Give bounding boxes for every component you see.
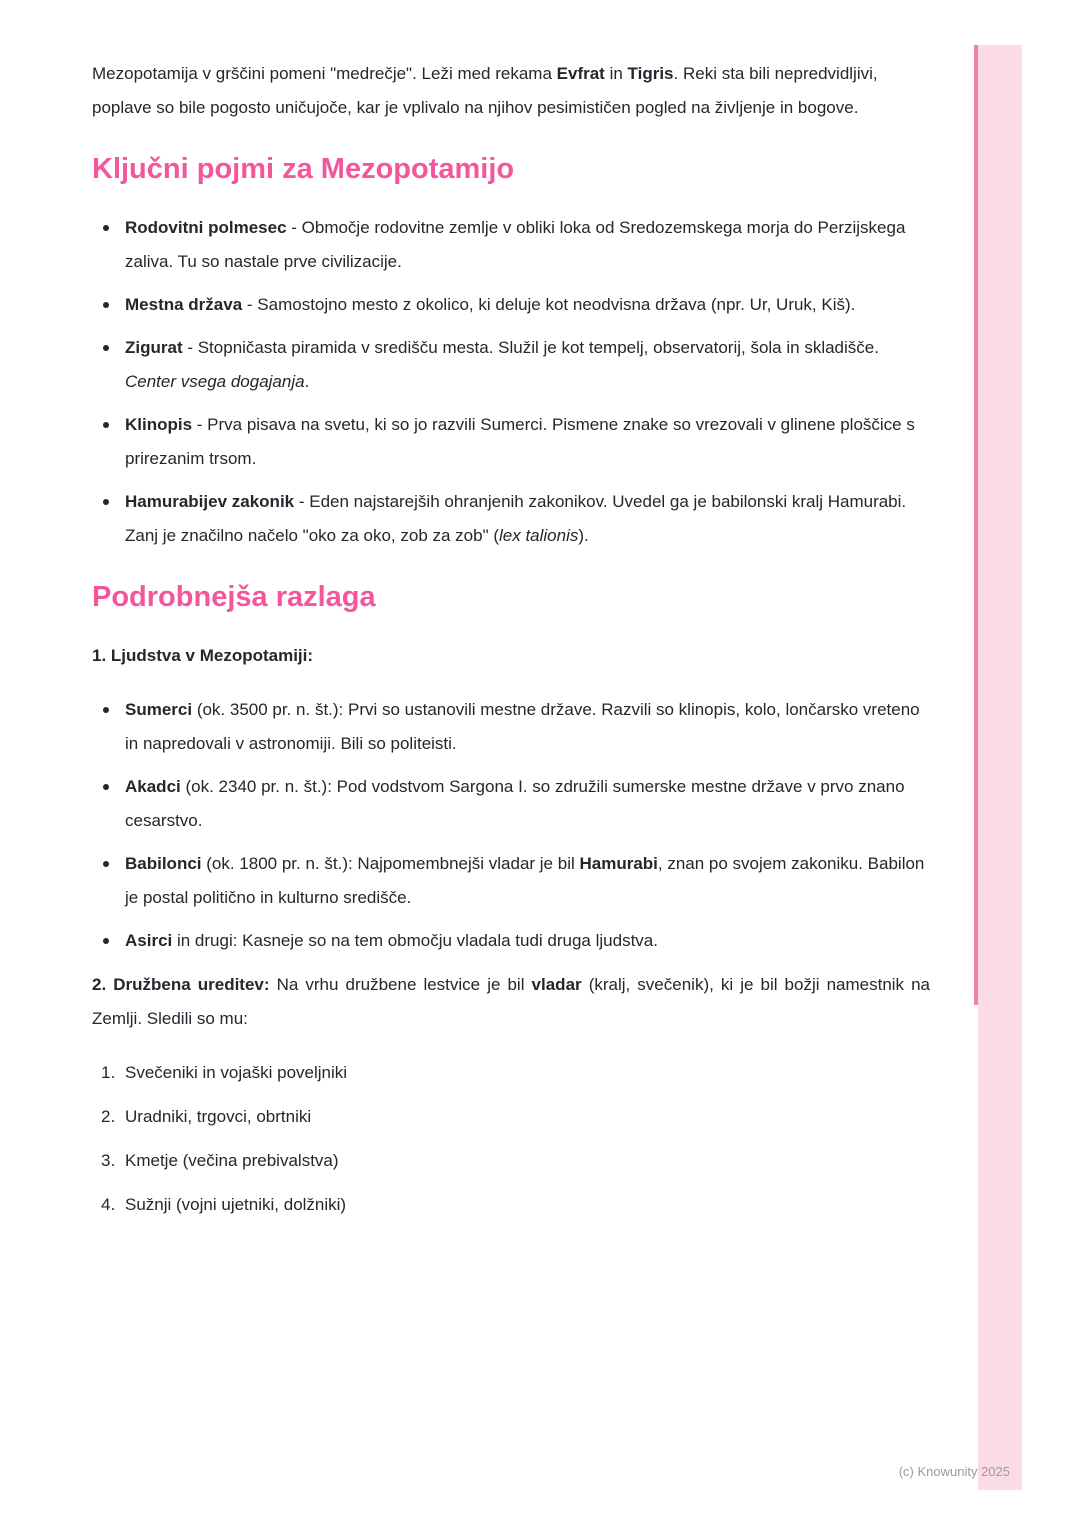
bullet-icon — [103, 938, 109, 944]
peoples-list — [92, 693, 930, 958]
item-text: Sužnji (vojni ujetniki, dolžniki) — [125, 1195, 347, 1214]
numbered-item — [92, 1100, 930, 1134]
list-item-text: Babilonci (ok. 1800 pr. n. št.): Najpomembnejši vladar je bil Hamurabi, znan po svojem zakoniku. Babilon je postal politično in kulturno središče. — [125, 854, 925, 907]
list-item-text: Zigurat - Stopničasta piramida v središču mesta. Služil je kot tempelj, observatorij, šola in skladišče. Center vsega dogajanja. — [125, 338, 879, 391]
item-text: Svečeniki in vojaški poveljniki — [125, 1063, 348, 1082]
item-number: 4. — [101, 1195, 116, 1214]
list-item — [92, 847, 930, 915]
list-item — [92, 924, 930, 958]
list-item — [92, 331, 930, 399]
bullet-icon — [103, 784, 109, 790]
item-number: 2. — [101, 1107, 116, 1126]
bullet-icon — [103, 861, 109, 867]
list-item — [92, 770, 930, 838]
numbered-item — [92, 1188, 930, 1222]
bullet-icon — [103, 302, 109, 308]
key-terms-list — [92, 211, 930, 553]
subsection-heading-peoples: 1. Ljudstva v Mezopotamiji: — [92, 646, 314, 665]
intro-paragraph: Mezopotamija v grščini pomeni "medrečje". Leži med rekama Evfrat in Tigris. Reki sta bili nepredvidljivi, poplave so bile pogosto uničujoče, kar je vplivalo na njihov pesimističen pogled na življenje in bogove. — [92, 64, 878, 117]
bullet-icon — [103, 422, 109, 428]
document-content — [92, 57, 930, 1232]
highlight-stripe — [978, 45, 1022, 1490]
list-item — [92, 211, 930, 279]
highlight-stripe-line — [974, 45, 978, 1005]
item-text: Uradniki, trgovci, obrtniki — [125, 1107, 312, 1126]
bullet-icon — [103, 225, 109, 231]
list-item-text: Akadci (ok. 2340 pr. n. št.): Pod vodstvom Sargona I. so združili sumerske mestne države v prvo znano cesarstvo. — [125, 777, 905, 830]
list-item — [92, 693, 930, 761]
item-text: Kmetje (večina prebivalstva) — [125, 1151, 339, 1170]
section-heading-key-terms: Ključni pojmi za Mezopotamijo — [92, 153, 515, 185]
copyright-footer: (c) Knowunity 2025 — [898, 1464, 1010, 1479]
list-item-text: Rodovitni polmesec - Območje rodovitne zemlje v obliki loka od Sredozemskega morja do Perzijskega zaliva. Tu so nastale prve civilizacije. — [125, 218, 906, 271]
list-item — [92, 288, 930, 322]
numbered-item — [92, 1056, 930, 1090]
list-item-text: Asirci in drugi: Kasneje so na tem območju vladala tudi druga ljudstva. — [125, 931, 658, 950]
hierarchy-list — [92, 1056, 930, 1222]
list-item — [92, 485, 930, 553]
list-item — [92, 408, 930, 476]
social-order-paragraph: 2. Družbena ureditev: Na vrhu družbene lestvice je bil vladar (kralj, svečenik), ki je bil božji namestnik na Zemlji. Sledili so mu: — [92, 975, 931, 1028]
item-number: 1. — [101, 1063, 116, 1082]
item-number: 3. — [101, 1151, 116, 1170]
numbered-item — [92, 1144, 930, 1178]
list-item-text: Mestna država - Samostojno mesto z okolico, ki deluje kot neodvisna država (npr. Ur, Uruk, Kiš). — [125, 295, 856, 314]
list-item-text: Hamurabijev zakonik - Eden najstarejših ohranjenih zakonikov. Uvedel ga je babilonski kralj Hamurabi. Zanj je značilno načelo "oko za oko, zob za zob" (lex talionis). — [125, 492, 907, 545]
section-heading-details: Podrobnejša razlaga — [92, 581, 376, 613]
list-item-text: Sumerci (ok. 3500 pr. n. št.): Prvi so ustanovili mestne države. Razvili so klinopis, kolo, lončarsko vreteno in napredovali v astronomiji. Bili so politeisti. — [125, 700, 920, 753]
bullet-icon — [103, 345, 109, 351]
bullet-icon — [103, 499, 109, 505]
list-item-text: Klinopis - Prva pisava na svetu, ki so jo razvili Sumerci. Pismene znake so vrezovali v glinene ploščice s prirezanim trsom. — [125, 415, 915, 468]
bullet-icon — [103, 707, 109, 713]
